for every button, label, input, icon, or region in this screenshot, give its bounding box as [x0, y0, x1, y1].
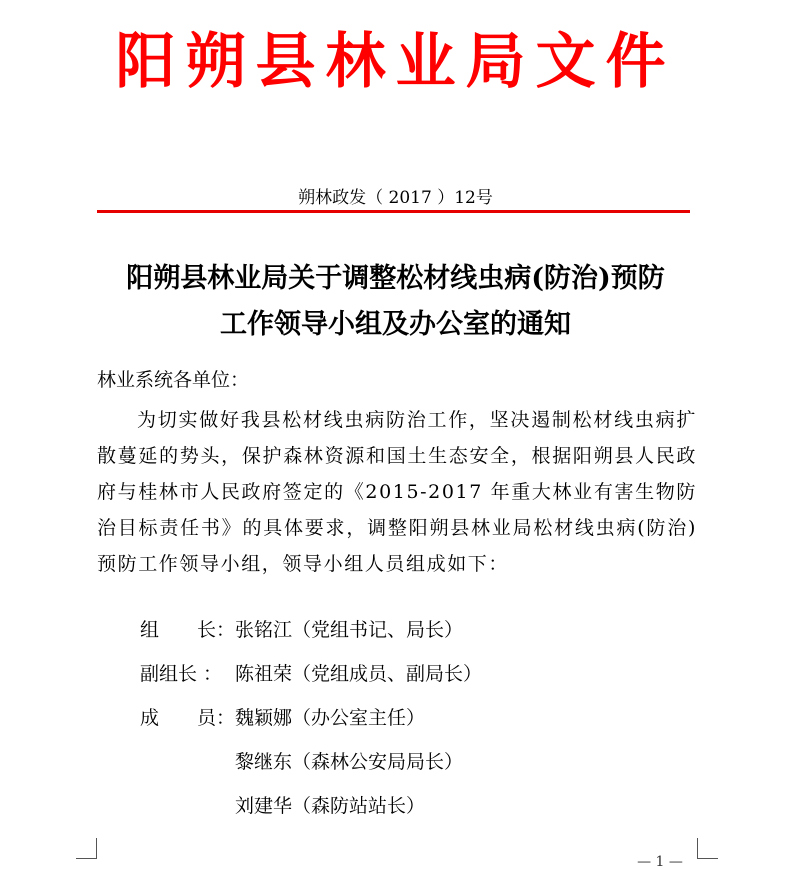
member-role: 成 员：: [140, 707, 236, 729]
member-row: [140, 746, 482, 790]
body-paragraph: 为切实做好我县松材线虫病防治工作，坚决遏制松材线虫病扩散蔓延的势头，保护森林资源和国土生态安全，根据阳朔县人民政府与桂林市人民政府签定的《2015-2017 年重大林业有害生物防治目标责任书》的具体要求，调整阳朔县林业局松材线虫病(防治)预防工作领导小组，领导小组人员组成如下：: [97, 409, 697, 575]
member-row: [140, 614, 482, 658]
member-role: 副组长 ：: [140, 663, 223, 685]
document-body: [97, 366, 697, 582]
member-row: [140, 658, 482, 702]
red-divider-line: [97, 210, 690, 213]
document-number: 朔林政发（ 2017 ）12号: [298, 188, 493, 208]
member-name: 黎继东（森林公安局局长）: [235, 751, 464, 773]
member-name: 陈祖荣（党组成员、副局长）: [235, 663, 483, 685]
title-line-2: 工作领导小组及办公室的通知: [220, 309, 571, 340]
member-role: 组 长：: [140, 619, 236, 641]
document-masthead: 阳朔县林业局文件: [115, 27, 676, 97]
member-name: 刘建华（森防站站长）: [235, 795, 426, 817]
member-row: [140, 790, 482, 834]
member-name: 张铭江（党组书记、局长）: [235, 619, 464, 641]
member-name: 魏颖娜（办公室主任）: [235, 707, 426, 729]
salutation: 林业系统各单位：: [97, 369, 250, 391]
member-list: [140, 614, 482, 834]
member-row: [140, 702, 482, 746]
document-title: [60, 256, 731, 348]
page-number: — 1 —: [637, 854, 683, 870]
page-corner-mark-left: [76, 838, 97, 859]
title-line-1: 阳朔县林业局关于调整松材线虫病(防治)预防: [126, 263, 665, 294]
